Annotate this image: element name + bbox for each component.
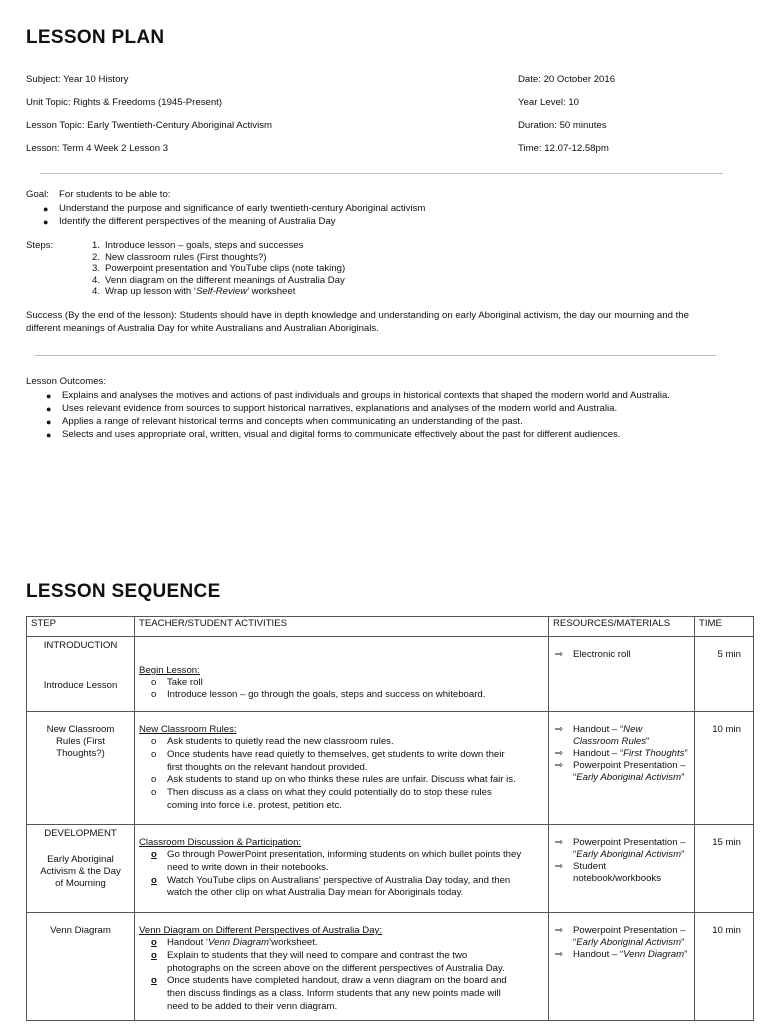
bullet-icon: ● (43, 217, 49, 227)
activities-cell (135, 825, 549, 913)
step-label: Thoughts?) (56, 748, 105, 759)
lesson-field: Lesson: Term 4 Week 2 Lesson 3 (26, 143, 169, 154)
column-header: TEACHER/STUDENT ACTIVITIES (135, 617, 549, 637)
step-cell (27, 913, 135, 1021)
list-item: ⇨ Handout – “New Classroom Rules” (555, 724, 650, 747)
table-row (27, 637, 754, 712)
success-text: Success (By the end of the lesson): Students should have in depth knowledge and understanding on early Aboriginal activism, the day our mourning and the (26, 310, 689, 321)
outcome-item: ● Uses relevant evidence from sources to support historical narratives, explanations and analyses of the modern world and Australia. (46, 403, 618, 414)
step-cell (27, 712, 135, 825)
step-item: 4. Wrap up lesson with ‘Self-Review’ worksheet (92, 286, 296, 298)
list-item: ⇨ Student notebook/workbooks (555, 861, 661, 884)
list-item: o Go through PowerPoint presentation, informing students on which bullet points they need to write down in their notebooks. (151, 849, 522, 873)
time-cell: 10 min (695, 913, 754, 1021)
table-row (27, 913, 754, 1021)
list-item: ⇨ Electronic roll (555, 649, 631, 660)
bullet-icon: ● (46, 391, 52, 401)
section-label: DEVELOPMENT (44, 828, 117, 839)
unit-topic-field: Unit Topic: Rights & Freedoms (1945-Present) (26, 97, 223, 108)
column-header: TIME (695, 617, 754, 637)
resources-cell (549, 637, 695, 712)
step-label: of Mourning (55, 878, 106, 889)
sequence-title: LESSON SEQUENCE (26, 581, 221, 602)
step-label: Venn Diagram (50, 925, 111, 936)
year-level-field: Year Level: 10 (518, 97, 579, 108)
list-item: o Explain to students that they will need to compare and contrast the two photographs on the screen above on the different perspectives of Australia Day. (151, 949, 505, 974)
activity-heading: Classroom Discussion & Participation: (139, 837, 302, 848)
step-item: 1. Introduce lesson – goals, steps and successes (92, 240, 304, 251)
bullet-icon: ● (46, 430, 52, 440)
activities-cell (135, 913, 549, 1021)
column-header: RESOURCES/MATERIALS (549, 617, 695, 637)
outcome-item: ● Applies a range of relevant historical terms and concepts when communicating an understanding of the past. (46, 416, 523, 427)
time-field: Time: 12.07-12.58pm (518, 143, 609, 154)
step-label: Rules (First (55, 736, 106, 747)
resources-cell (549, 712, 695, 825)
divider-line (40, 173, 723, 174)
arrow-icon: ⇨ (555, 837, 564, 848)
list-item: ⇨ Handout – “First Thoughts” (555, 748, 688, 759)
list-item: o Once students have completed handout, draw a venn diagram on the board and then discuss findings as a class. Inform students that any new points made will need to be added to their venn diagram. (151, 975, 507, 1012)
table-row (27, 712, 754, 825)
list-item: ⇨ Powerpoint Presentation – “Early Aboriginal Activism” (555, 760, 686, 783)
activities-cell (135, 712, 549, 825)
steps-label: Steps: (26, 240, 54, 251)
goal-label: Goal: (26, 189, 49, 200)
outcomes-label: Lesson Outcomes: (26, 376, 106, 387)
arrow-icon: ⇨ (555, 861, 564, 872)
activities-cell (135, 637, 549, 712)
list-item: ⇨ Powerpoint Presentation – “Early Aboriginal Activism” (555, 837, 686, 860)
list-item: o Once students have read quietly to themselves, get students to write down their first thoughts on the relevant handout provided. (151, 748, 505, 773)
success-text-cont: different meanings of Australia Day for white Australians and Australian Aboriginals. (26, 323, 379, 334)
goal-item: ● Understand the purpose and significance of early twentieth-century Aboriginal activism (43, 203, 426, 214)
step-label: Early Aboriginal (47, 854, 114, 865)
list-item: o Then discuss as a class on what they could potentially do to stop these rules coming into force i.e. protest, petition etc. (151, 787, 492, 811)
list-item: ⇨ Handout – “Venn Diagram” (555, 949, 688, 960)
step-item: 4. Venn diagram on the different meanings of Australia Day (92, 274, 345, 286)
page-title: LESSON PLAN (26, 27, 165, 48)
step-item: 2. New classroom rules (First thoughts?) (92, 251, 267, 263)
activity-heading: Begin Lesson: (139, 665, 200, 676)
duration-field: Duration: 50 minutes (518, 120, 607, 131)
arrow-icon: ⇨ (555, 748, 564, 759)
goal-item: ● Identify the different perspectives of the meaning of Australia Day (43, 216, 336, 227)
arrow-icon: ⇨ (555, 760, 564, 771)
section-label: INTRODUCTION (43, 640, 118, 651)
bullet-icon: ● (46, 404, 52, 414)
step-cell (27, 825, 135, 913)
time-cell: 15 min (695, 825, 754, 913)
divider-line (35, 355, 716, 356)
activity-heading: New Classroom Rules: (139, 724, 237, 735)
arrow-icon: ⇨ (555, 649, 564, 660)
step-item: 3. Powerpoint presentation and YouTube clips (note taking) (92, 263, 346, 275)
arrow-icon: ⇨ (555, 949, 564, 960)
time-cell: 10 min (695, 712, 754, 825)
bullet-icon: ● (46, 417, 52, 427)
list-item: o Watch YouTube clips on Australians’ perspective of Australia Day today, and then watch the other clip on what Australia Day mean for Aboriginals today. (151, 874, 511, 899)
activity-heading: Venn Diagram on Different Perspectives of Australia Day: (139, 925, 382, 936)
step-label: New Classroom (46, 724, 115, 735)
date-field: Date: 20 October 2016 (518, 74, 616, 85)
resources-cell (549, 913, 695, 1021)
table-row (27, 825, 754, 913)
steps-list (92, 240, 345, 298)
column-header: STEP (27, 617, 135, 637)
time-cell: 5 min (695, 637, 754, 712)
arrow-icon: ⇨ (555, 925, 564, 936)
bullet-icon: ● (43, 204, 49, 214)
step-label: Introduce Lesson (43, 680, 118, 691)
lesson-topic-field: Lesson Topic: Early Twentieth-Century Aboriginal Activism (26, 120, 273, 131)
list-item: o Take roll (151, 677, 203, 688)
step-label: Activism & the Day (40, 866, 121, 877)
outcome-item: ● Explains and analyses the motives and actions of past individuals and groups in historical contexts that shaped the modern world and Australia. (46, 390, 670, 401)
list-item: o Handout ‘Venn Diagram’worksheet. (151, 937, 318, 948)
goal-intro: For students to be able to: (59, 189, 171, 200)
table-header-row (27, 617, 754, 637)
list-item: o Ask students to quietly read the new classroom rules. (151, 736, 394, 747)
subject-field: Subject: Year 10 History (26, 74, 129, 85)
arrow-icon: ⇨ (555, 724, 564, 735)
outcome-item: ● Selects and uses appropriate oral, written, visual and digital forms to communicate effectively about the past for different audiences. (46, 429, 621, 440)
list-item: ⇨ Powerpoint Presentation – “Early Aboriginal Activism” (555, 925, 686, 948)
step-cell (27, 637, 135, 712)
list-item: o Introduce lesson – go through the goals, steps and success on whiteboard. (151, 689, 486, 700)
list-item: o Ask students to stand up on who thinks these rules are unfair. Discuss what fair is. (151, 774, 516, 786)
resources-cell (549, 825, 695, 913)
lesson-sequence-table (26, 616, 754, 1021)
